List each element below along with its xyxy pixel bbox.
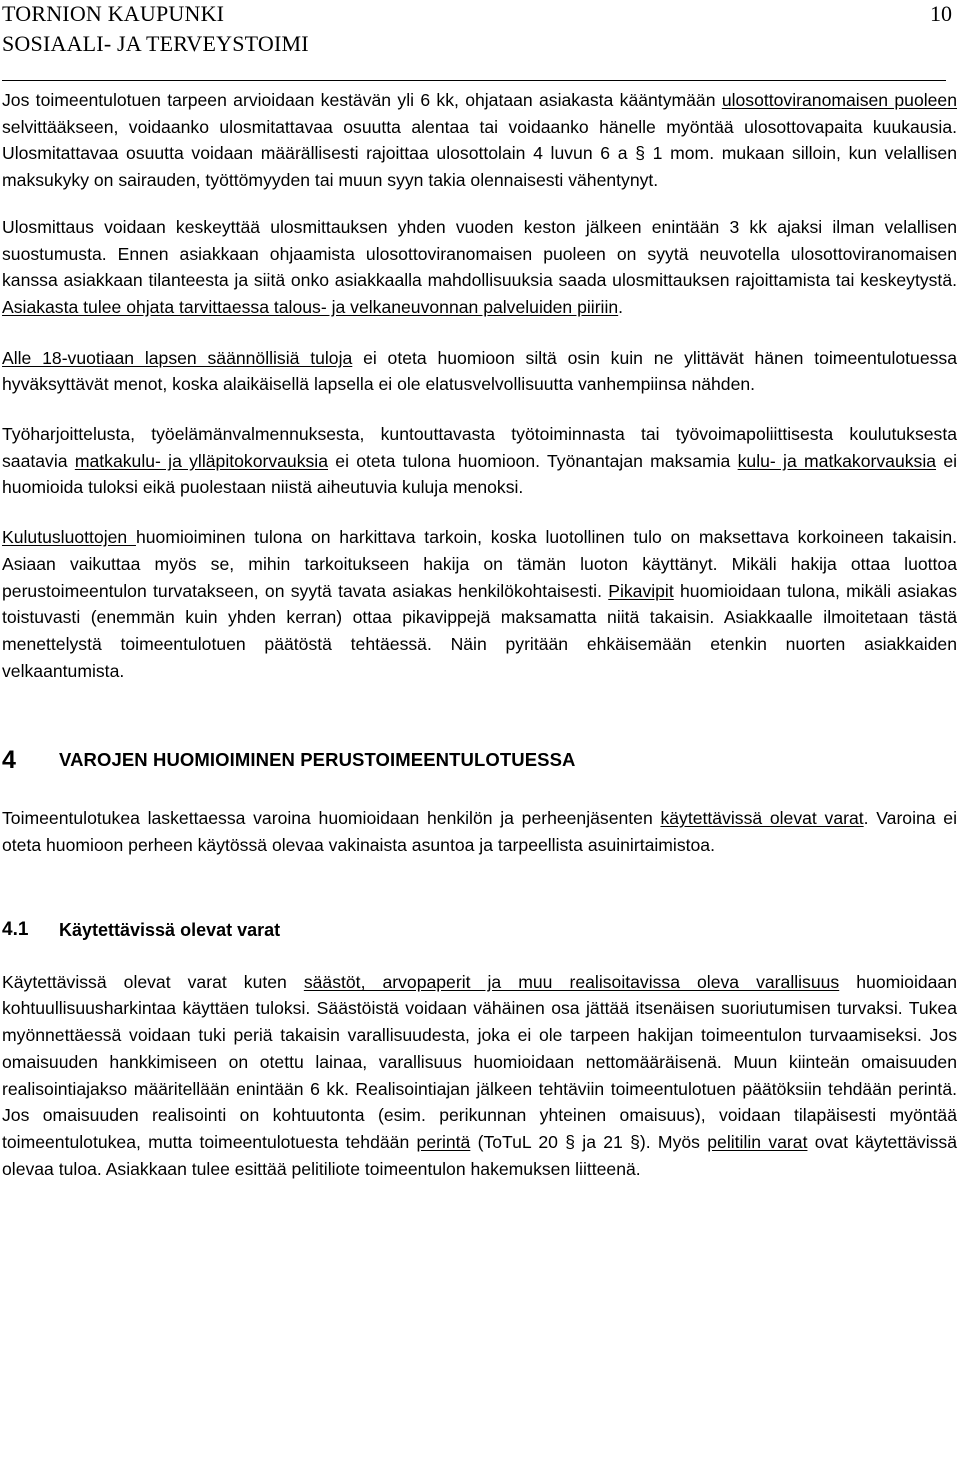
document-body: [2, 87, 957, 1182]
section-title: Käytettävissä olevat varat: [59, 920, 281, 941]
section-number: 4: [2, 746, 16, 774]
underlined-term: pelitilin varat: [707, 1131, 808, 1152]
section-heading-4: [2, 738, 957, 782]
paragraph-tyoharjoittelu: Työharjoittelusta, työelämänvalmennuksesta, kuntouttavasta työtoiminnasta tai työvoimapoliittisesta koulutuksesta saatavia matkakulu- ja ylläpitokorvauksia ei oteta tulona huomioon. Työnantajan maksamia kulu- ja matkakorvauksia ei huomioida tuloksi eikä puolestaan niistä aiheutuvia kuluja menoksi.: [2, 424, 958, 498]
paragraph-kaytettavissa: Käytettävissä olevat varat kuten säästöt, arvopaperit ja muu realisoitavissa oleva varallisuus huomioidaan kohtuullisuusharkintaa käyttäen tuloksi. Säästöistä voidaan vähäinen osa jättää itsenäisen suoriutumisen turvaksi. Tukea myönnettäessä voidaan tuki periä takaisin varallisuudesta, joka ei ole tarpeen hakijan toimeentulon turvaamiseksi. Jos omaisuuden hankkimiseen on otettu lainaa, varallisuus huomioidaan nettomääräisenä. Muun kiinteän omaisuuden realisointiajakso määritellään enintään 6 kk. Realisointiajan jälkeen tehtäviin toimeentulotuen päätöksiin tehdään perintä. Jos omaisuuden realisointi on kohtuutonta (esim. perikunnan yhteinen omaisuus), voidaan tilapäisesti myöntää toimeentulotukea, mutta toimeentulotuesta tehdään perintä (ToTuL 20 § ja 21 §). Myös pelitilin varat ovat käytettävissä olevaa tuloa. Asiakkaan tulee esittää pelitiliote toimeentulon hakemuksen liitteenä.: [2, 971, 957, 1179]
page-number: 10: [930, 1, 952, 26]
underlined-term: säästöt, arvopaperit ja muu realisoitavissa oleva varallisuus: [303, 971, 840, 992]
section-heading-4-1: [2, 913, 957, 949]
section-title: VAROJEN HUOMIOIMINEN PERUSTOIMEENTULOTUESSA: [59, 749, 576, 770]
department-name: SOSIAALI- JA TERVEYSTOIMI: [2, 31, 309, 56]
underlined-term: Asiakasta tulee ohjata tarvittaessa talous- ja velkaneuvonnan palveluiden piiriin: [2, 296, 619, 317]
section-number: 4.1: [2, 919, 29, 941]
underlined-term: Kulutusluottojen: [2, 527, 136, 548]
page-header: [0, 0, 960, 90]
underlined-term: Pikavipit: [608, 580, 674, 601]
paragraph-kulutusluotot: Kulutusluottojen huomioiminen tulona on harkittava tarkoin, koska luotollinen tulo on maksettava korkoineen takaisin. Asiaan vaikuttaa myös se, mihin tarkoitukseen hakija on tämän luoton käyttänyt. Mikäli hakija ottaa luottoa perustoimeentulon turvatakseen, on syytä tavata asiakas henkilökohtaisesti. Pikavipit huomioidaan tulona, mikäli asiakas toistuvasti (enemmän kuin yhden kerran) ottaa pikavippejä maksamatta niitä takaisin. Asiakkaalle ilmoitetaan tästä menettelystä toimeentulotuen päätöstä tehtäessä. Näin pyritään ehkäisemään etenkin nuorten asiakkaiden velkaantumista.: [2, 527, 958, 681]
paragraph-ulosotto: Jos toimeentulotuen tarpeen arvioidaan kestävän yli 6 kk, ohjataan asiakasta kääntymään ulosottoviranomaisen puoleen selvittääkseen, voidaanko ulosmitattavaa osuutta alentaa tai voidaanko hänelle myöntää ulosottovapaita kuukausia. Ulosmitattavaa osuutta voidaan määrällisesti rajoittaa ulosottolain 4 luvun 6 a § 1 mom. mukaan silloin, kun velallisen maksukyky on sairauden, työttömyyden tai muun syyn takia olennaisesti vähentynyt.: [2, 90, 957, 191]
underlined-term: matkakulu- ja ylläpitokorvauksia: [74, 450, 328, 471]
paragraph-ulosmittaus: Ulosmittaus voidaan keskeyttää ulosmittauksen yhden vuoden keston jälkeen enintään 3 kk ajaksi ilman velallisen suostumusta. Ennen asiakkaan ohjaamista ulosottoviranomaisen puoleen on syytä neuvotella ulosottoviranomaisen kanssa asiakkaan tilanteesta ja siitä onko asiakkaalla mahdollisuuksia saada ulosmittauksen rajoittamista tai keskeytystä. Asiakasta tulee ohjata tarvittaessa talous- ja velkaneuvonnan palveluiden piiriin.: [2, 216, 957, 317]
header-rule: [2, 80, 946, 81]
underlined-term: Alle 18-vuotiaan lapsen säännöllisiä tuloja: [2, 347, 353, 368]
paragraph-alaikaiset: Alle 18-vuotiaan lapsen säännöllisiä tuloja ei oteta huomioon siltä osin kuin ne ylittävät hänen toimeentulotuessa hyväksyttävät menot, koska alaikäisellä lapsella ei ole elatusvelvollisuutta vanhempiinsa nähden.: [2, 347, 958, 395]
underlined-term: perintä: [416, 1131, 471, 1152]
paragraph-varat: Toimeentulotukea laskettaessa varoina huomioidaan henkilön ja perheenjäsenten käytettävissä olevat varat. Varoina ei oteta huomioon perheen käytössä olevaa vakinaista asuntoa ja tarpeellista asuinirtaimistoa.: [2, 808, 957, 856]
underlined-term: käytettävissä olevat varat: [660, 808, 864, 829]
underlined-term: kulu- ja matkakorvauksia: [737, 450, 937, 471]
organization-name: TORNION KAUPUNKI: [2, 1, 225, 26]
underlined-term: ulosottoviranomaisen puoleen: [721, 90, 957, 110]
